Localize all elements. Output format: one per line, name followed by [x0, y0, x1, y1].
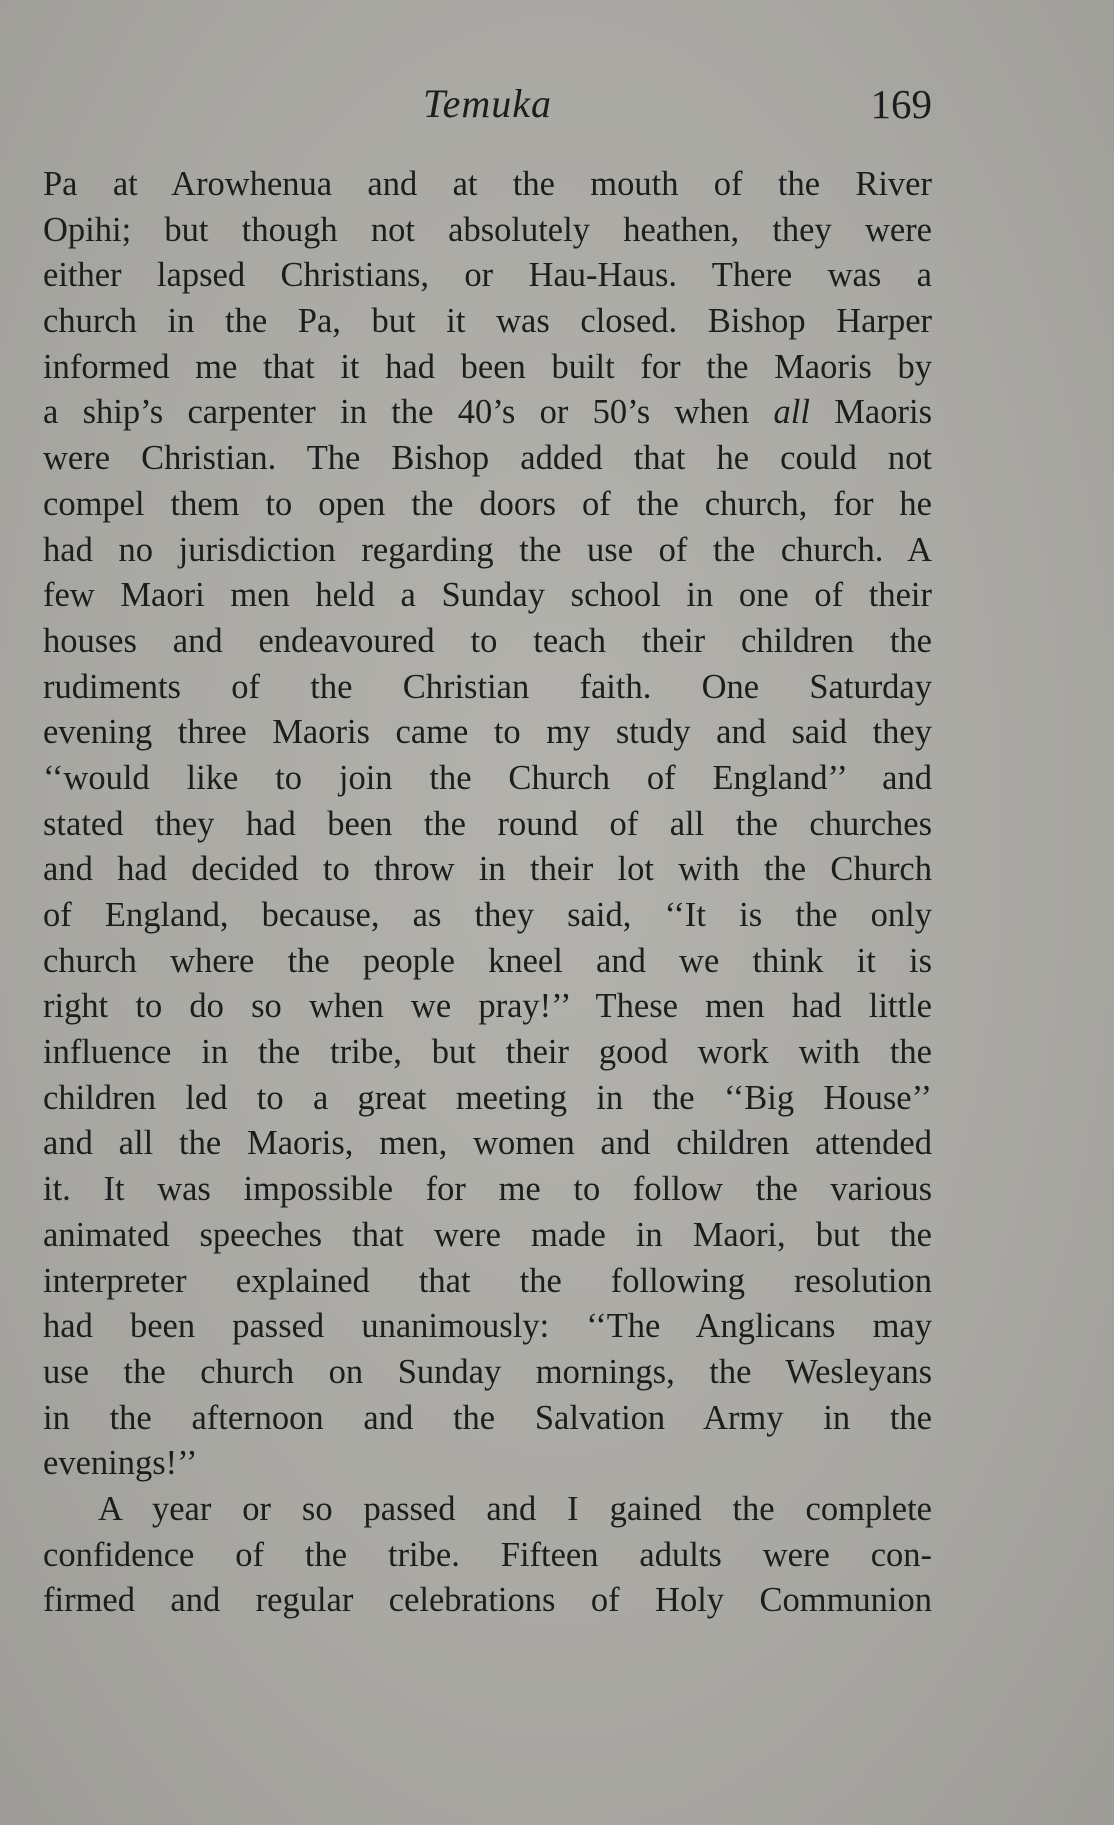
text-line: influence in the tribe, but their good work with the: [43, 1033, 932, 1072]
text-line: had no jurisdiction regarding the use of the church. A: [43, 530, 932, 569]
text-line: of England, because, as they said, ‘‘It is the only: [43, 896, 932, 934]
text-segment: a ship’s carpenter in the 40’s or 50’s when: [43, 393, 774, 432]
text-line: evening three Maoris came to my study and said they: [43, 713, 932, 752]
running-head: [43, 80, 932, 140]
text-line: had been passed unanimously: ‘‘The Anglicans may: [43, 1307, 932, 1346]
text-line: church where the people kneel and we think it is: [43, 941, 932, 980]
text-line: children led to a great meeting in the ‘‘Big House’’: [43, 1078, 932, 1117]
text-line: A year or so passed and I gained the complete: [98, 1489, 932, 1528]
text-line: Pa at Arowhenua and at the mouth of the River: [43, 165, 932, 203]
text-line: in the afternoon and the Salvation Army in the: [43, 1398, 932, 1437]
text-line: stated they had been the round of all the churches: [43, 804, 932, 843]
text-line: rudiments of the Christian faith. One Saturday: [43, 667, 932, 706]
body-text: [43, 162, 932, 1624]
text-line: and all the Maoris, men, women and children attended: [43, 1124, 932, 1163]
page-number: 169: [870, 81, 932, 127]
text-line: use the church on Sunday mornings, the Wesleyans: [43, 1352, 932, 1391]
text-line: interpreter explained that the following resolution: [43, 1261, 932, 1300]
text-line: it. It was impossible for me to follow the various: [43, 1170, 932, 1209]
chapter-title: Temuka: [423, 81, 552, 126]
text-segment: Maoris: [809, 393, 932, 432]
italic-emphasis: all: [773, 393, 810, 432]
text-line: [43, 390, 932, 436]
text-line: houses and endeavoured to teach their children the: [43, 621, 932, 660]
text-line: and had decided to throw in their lot with the Church: [43, 850, 932, 889]
text-line: church in the Pa, but it was closed. Bishop Harper: [43, 302, 932, 341]
text-line: Opihi; but though not absolutely heathen, they were: [43, 210, 932, 249]
text-line: either lapsed Christians, or Hau-Haus. There was a: [43, 256, 932, 295]
text-line: firmed and regular celebrations of Holy Communion: [43, 1581, 932, 1620]
text-line: compel them to open the doors of the church, for he: [43, 484, 932, 523]
text-line: animated speeches that were made in Maori, but the: [43, 1215, 932, 1254]
text-line: right to do so when we pray!’’ These men had little: [43, 987, 932, 1026]
text-line: evenings!’’: [43, 1444, 198, 1483]
text-line: were Christian. The Bishop added that he could not: [43, 439, 932, 478]
text-line: confidence of the tribe. Fifteen adults were con-: [43, 1535, 932, 1574]
text-line: ‘‘would like to join the Church of England’’ and: [43, 758, 932, 797]
text-line: few Maori men held a Sunday school in one of their: [43, 576, 932, 615]
text-line: informed me that it had been built for the Maoris by: [43, 347, 932, 386]
